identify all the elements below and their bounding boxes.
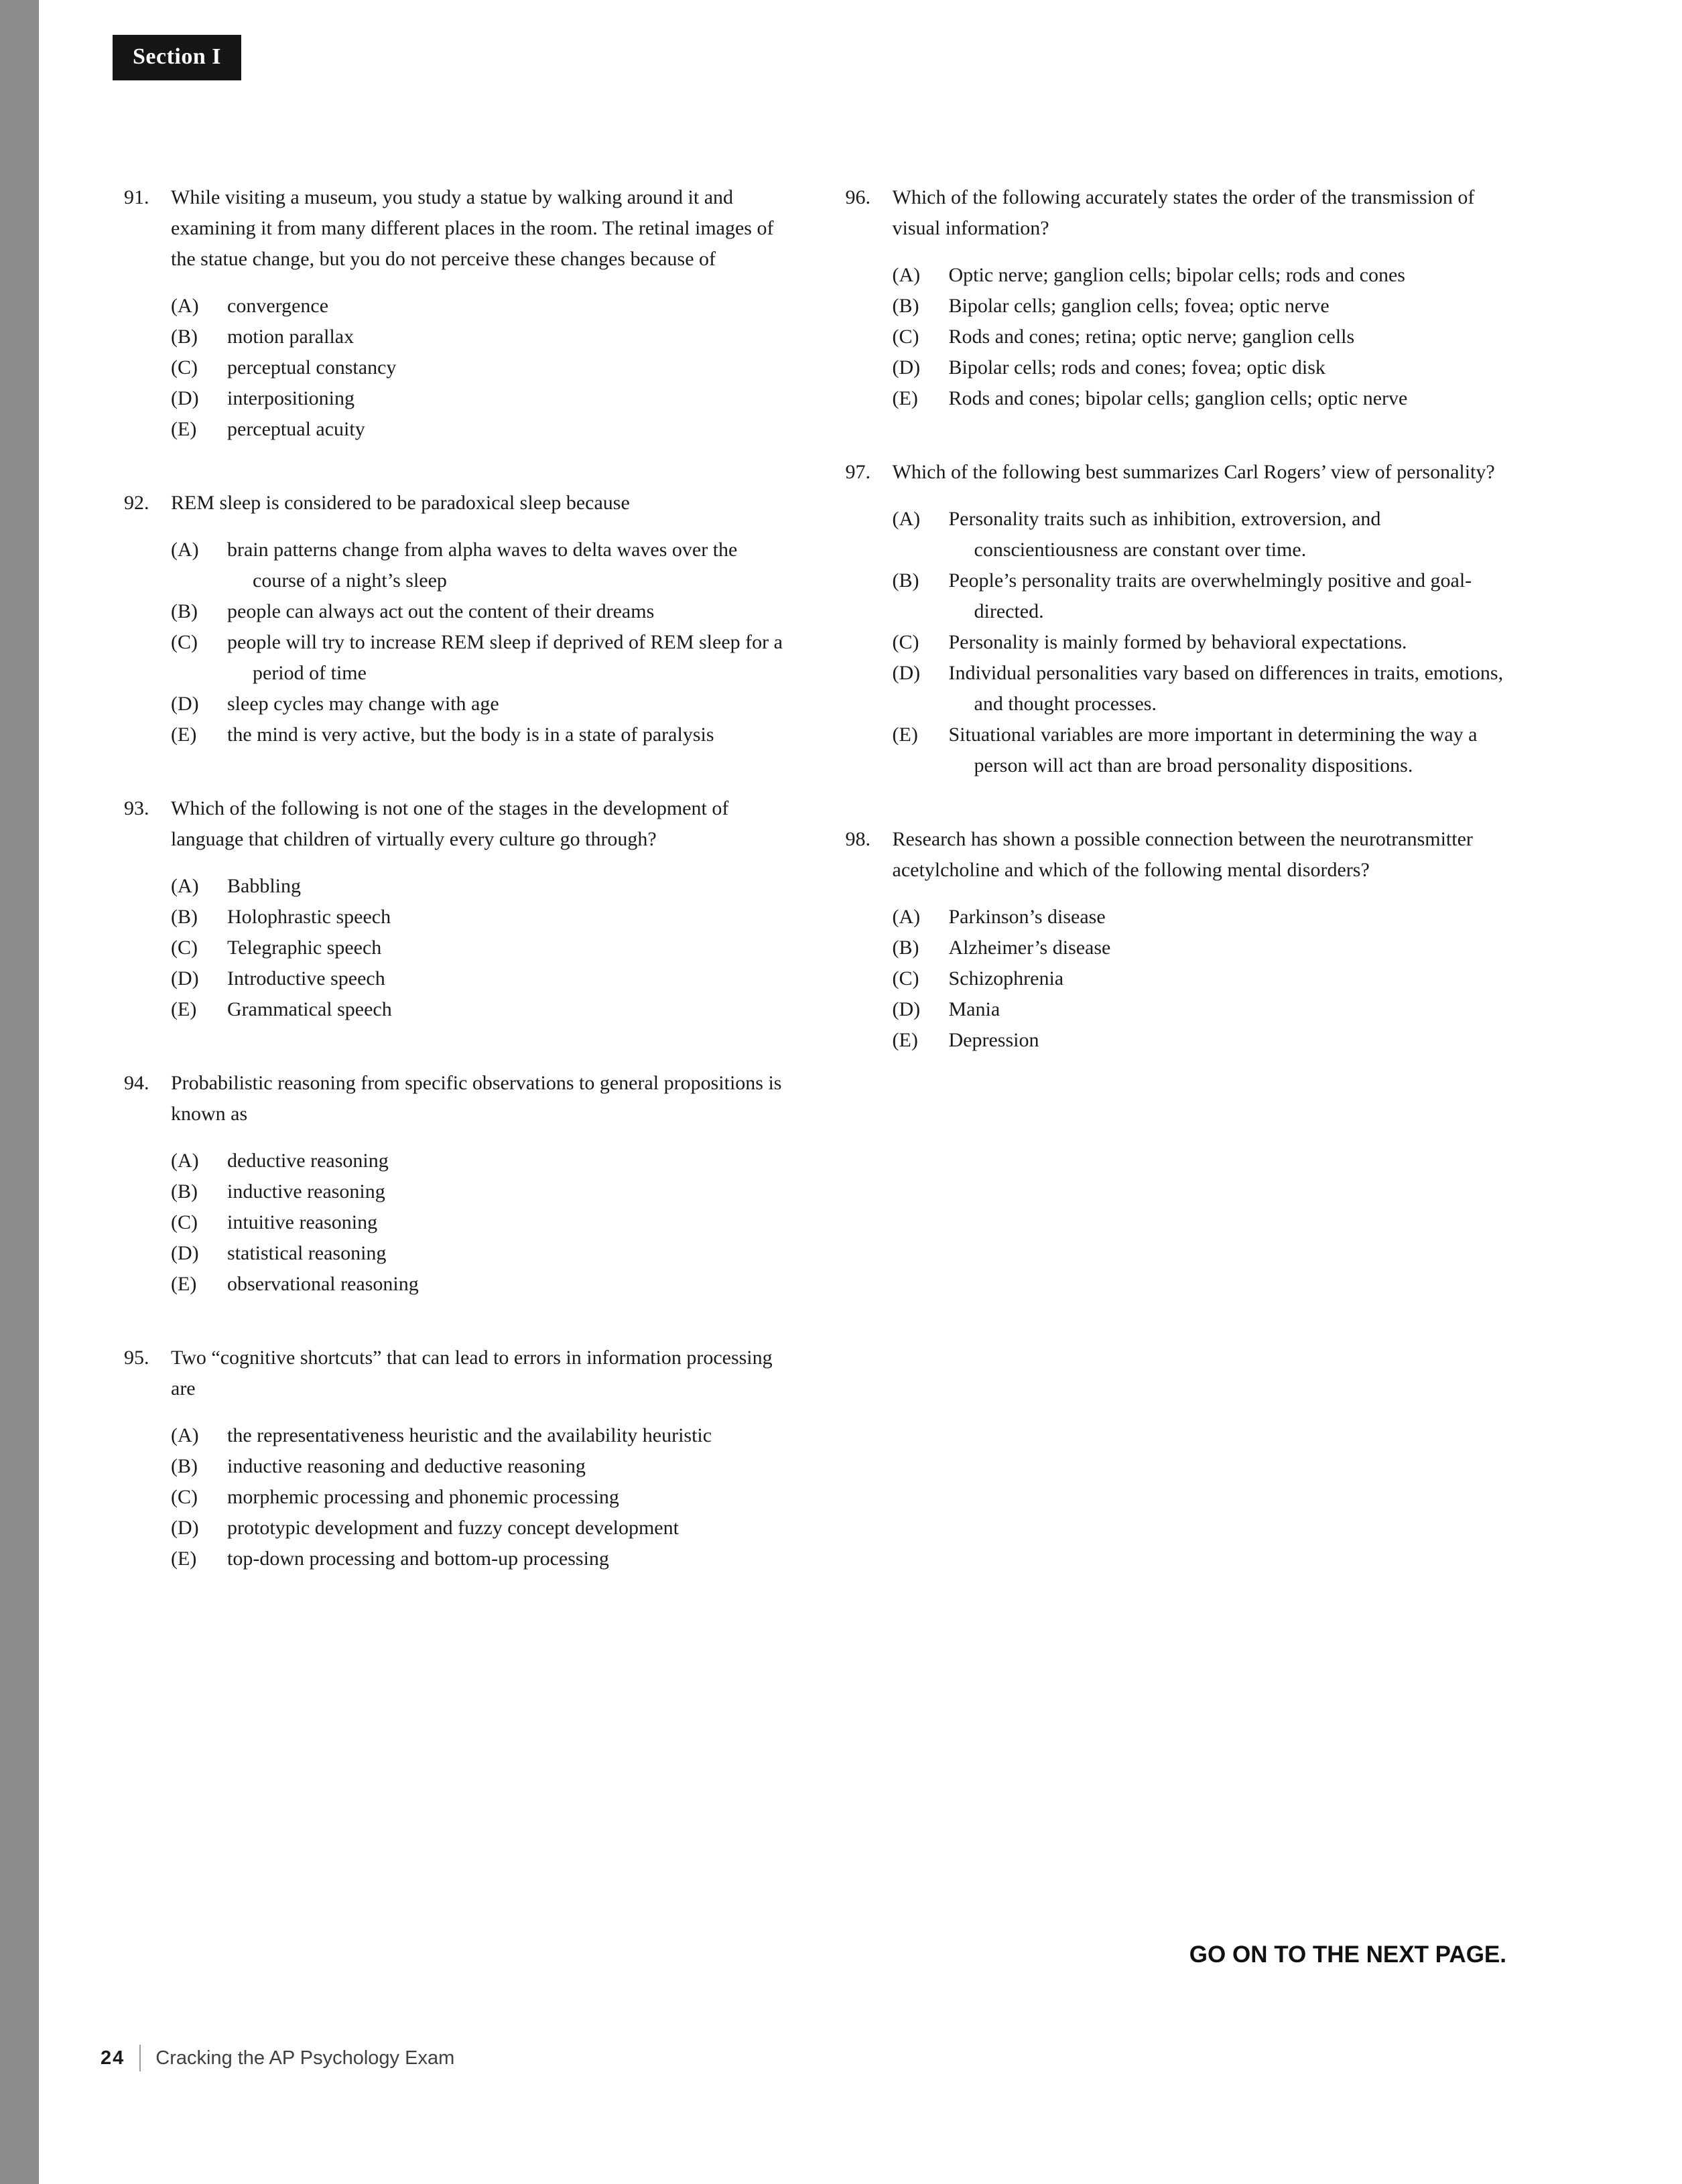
option-letter: (E) — [171, 1273, 197, 1295]
options — [171, 1420, 785, 1574]
questions-area — [124, 182, 1506, 1617]
option-text: motion parallax — [227, 326, 354, 348]
option — [171, 1207, 785, 1238]
option-letter: (A) — [171, 1150, 199, 1172]
option-text: convergence — [227, 295, 329, 317]
option — [171, 535, 785, 596]
option — [171, 627, 785, 689]
option-letter: (B) — [171, 600, 198, 622]
option-letter: (A) — [171, 295, 199, 317]
option — [893, 627, 1507, 658]
options — [171, 871, 785, 1025]
question-stem: Probabilistic reasoning from specific observations to general propositions is known as — [171, 1072, 782, 1125]
option — [171, 1269, 785, 1300]
option-text: Babbling — [227, 875, 301, 897]
option-text: Personality is mainly formed by behavioral expectations. — [948, 631, 1407, 653]
option — [893, 383, 1507, 414]
option — [171, 1146, 785, 1176]
option-text: People’s personality traits are overwhelmingly positive and goal-directed. — [948, 569, 1472, 622]
option-text: Telegraphic speech — [227, 937, 382, 959]
options — [893, 902, 1507, 1056]
option-letter: (B) — [892, 937, 919, 959]
option-text: interpositioning — [227, 387, 354, 409]
footer-divider — [139, 2045, 141, 2071]
option — [893, 565, 1507, 627]
option-text: deductive reasoning — [227, 1150, 389, 1172]
option-letter: (E) — [171, 418, 197, 440]
option-text: perceptual acuity — [227, 418, 365, 440]
question-number: 97. — [845, 461, 870, 483]
option-letter: (A) — [892, 906, 921, 928]
option-text: Parkinson’s disease — [948, 906, 1106, 928]
option — [893, 994, 1507, 1025]
option-text: Grammatical speech — [227, 998, 392, 1020]
option-text: perceptual constancy — [227, 356, 397, 379]
option-text: Mania — [948, 998, 1000, 1020]
option-text: brain patterns change from alpha waves to delta waves over the course of a night’s sleep — [227, 539, 738, 592]
option-letter: (C) — [892, 326, 919, 348]
option-text: Holophrastic speech — [227, 906, 391, 928]
option-text: Schizophrenia — [948, 967, 1064, 989]
question-number: 94. — [124, 1072, 149, 1094]
option — [171, 322, 785, 352]
option-letter: (C) — [892, 631, 919, 653]
option-letter: (E) — [171, 724, 197, 746]
question-stem: Which of the following best summarizes Carl Rogers’ view of personality? — [892, 461, 1495, 483]
option — [893, 352, 1507, 383]
option — [171, 1544, 785, 1574]
option — [171, 902, 785, 933]
option-letter: (D) — [171, 1517, 199, 1539]
question-body — [171, 793, 785, 1025]
question — [124, 1068, 785, 1300]
option-letter: (C) — [171, 356, 198, 379]
option — [893, 658, 1507, 720]
option — [171, 1420, 785, 1451]
question-stem: Which of the following is not one of the stages in the development of language that children of virtually every culture go through? — [171, 797, 729, 850]
question — [124, 488, 785, 750]
page-number: 24 — [101, 2047, 125, 2069]
option-text: inductive reasoning and deductive reasoning — [227, 1455, 586, 1477]
question-number: 96. — [845, 186, 870, 208]
option-letter: (B) — [171, 1455, 198, 1477]
question — [846, 457, 1507, 781]
option-text: Alzheimer’s disease — [948, 937, 1111, 959]
question-body — [171, 1068, 785, 1300]
option — [893, 322, 1507, 352]
option-text: morphemic processing and phonemic processing — [227, 1486, 619, 1508]
option-letter: (C) — [171, 1211, 198, 1233]
option — [171, 352, 785, 383]
option — [893, 720, 1507, 781]
option — [171, 1451, 785, 1482]
option — [171, 596, 785, 627]
question-stem: Two “cognitive shortcuts” that can lead to errors in information processing are — [171, 1347, 773, 1400]
option-text: inductive reasoning — [227, 1180, 385, 1203]
question-body — [171, 488, 785, 750]
option-letter: (B) — [892, 569, 919, 592]
question — [124, 793, 785, 1025]
option — [893, 504, 1507, 565]
option-text: statistical reasoning — [227, 1242, 387, 1264]
option — [893, 963, 1507, 994]
option-letter: (D) — [171, 693, 199, 715]
option-text: top-down processing and bottom-up processing — [227, 1548, 609, 1570]
question-stem: REM sleep is considered to be paradoxical sleep because — [171, 492, 630, 514]
option — [171, 1482, 785, 1513]
option — [171, 291, 785, 322]
option — [893, 902, 1507, 933]
option-letter: (A) — [892, 508, 921, 530]
question-stem: While visiting a museum, you study a statue by walking around it and examining it from many different places in the room. The retinal images of the statue change, but you do not perceive these changes because of — [171, 186, 774, 270]
column-right — [846, 182, 1507, 1617]
options — [171, 535, 785, 750]
option-text: the representativeness heuristic and the availability heuristic — [227, 1424, 712, 1446]
section-label: Section I — [113, 35, 241, 80]
options — [893, 260, 1507, 414]
option-letter: (D) — [171, 967, 199, 989]
option-letter: (C) — [171, 631, 198, 653]
question-body — [893, 457, 1507, 781]
option — [171, 963, 785, 994]
option-letter: (E) — [892, 1029, 918, 1051]
question-number: 91. — [124, 186, 149, 208]
option-text: Rods and cones; retina; optic nerve; ganglion cells — [948, 326, 1355, 348]
option — [171, 720, 785, 750]
option — [171, 1176, 785, 1207]
option — [893, 260, 1507, 291]
option-letter: (B) — [171, 1180, 198, 1203]
option-letter: (A) — [892, 264, 921, 286]
option-letter: (E) — [892, 724, 918, 746]
option — [171, 933, 785, 963]
option-text: Situational variables are more important in determining the way a person will act than are broad personality dispositions. — [948, 724, 1478, 776]
question-number: 93. — [124, 797, 149, 819]
option-letter: (C) — [171, 937, 198, 959]
go-on-instruction: GO ON TO THE NEXT PAGE. — [1189, 1941, 1506, 1968]
options — [893, 504, 1507, 781]
option — [171, 994, 785, 1025]
question — [124, 1343, 785, 1574]
option — [171, 1513, 785, 1544]
option-letter: (B) — [171, 906, 198, 928]
left-margin-strip — [0, 0, 39, 2184]
option-text: Introductive speech — [227, 967, 385, 989]
option-text: Individual personalities vary based on differences in traits, emotions, and thought processes. — [948, 662, 1504, 715]
option — [893, 291, 1507, 322]
option-letter: (D) — [171, 1242, 199, 1264]
option-text: people will try to increase REM sleep if deprived of REM sleep for a period of time — [227, 631, 783, 684]
question-body — [893, 182, 1507, 414]
option-letter: (A) — [171, 875, 199, 897]
option-letter: (C) — [892, 967, 919, 989]
question-body — [893, 824, 1507, 1056]
option — [171, 383, 785, 414]
question-number: 92. — [124, 492, 149, 514]
option-text: intuitive reasoning — [227, 1211, 378, 1233]
question-stem: Research has shown a possible connection between the neurotransmitter acetylcholine and which of the following mental disorders? — [892, 828, 1473, 881]
option-letter: (A) — [171, 539, 199, 561]
option-letter: (B) — [171, 326, 198, 348]
option-letter: (E) — [171, 1548, 197, 1570]
option-text: Personality traits such as inhibition, extroversion, and conscientiousness are constant over time. — [948, 508, 1381, 561]
option — [171, 1238, 785, 1269]
option-text: Depression — [948, 1029, 1039, 1051]
question-number: 95. — [124, 1347, 149, 1369]
option-letter: (E) — [892, 387, 918, 409]
option-text: prototypic development and fuzzy concept development — [227, 1517, 679, 1539]
option-text: observational reasoning — [227, 1273, 419, 1295]
option-text: Bipolar cells; rods and cones; fovea; optic disk — [948, 356, 1325, 379]
option — [171, 689, 785, 720]
options — [171, 1146, 785, 1300]
option-letter: (B) — [892, 295, 919, 317]
option-text: people can always act out the content of their dreams — [227, 600, 655, 622]
option-text: the mind is very active, but the body is in a state of paralysis — [227, 724, 714, 746]
question-body — [171, 182, 785, 445]
question-stem: Which of the following accurately states the order of the transmission of visual information? — [892, 186, 1475, 239]
option — [171, 414, 785, 445]
page-footer — [101, 2045, 454, 2071]
column-left — [124, 182, 785, 1617]
option — [893, 933, 1507, 963]
option — [171, 871, 785, 902]
book-title: Cracking the AP Psychology Exam — [155, 2047, 455, 2069]
question-number: 98. — [845, 828, 870, 850]
option-letter: (E) — [171, 998, 197, 1020]
option-text: sleep cycles may change with age — [227, 693, 499, 715]
option-letter: (D) — [892, 662, 921, 684]
question — [846, 182, 1507, 414]
option-text: Bipolar cells; ganglion cells; fovea; optic nerve — [948, 295, 1330, 317]
question — [846, 824, 1507, 1056]
option-letter: (A) — [171, 1424, 199, 1446]
option-letter: (D) — [171, 387, 199, 409]
option-letter: (D) — [892, 998, 921, 1020]
option-letter: (C) — [171, 1486, 198, 1508]
question-body — [171, 1343, 785, 1574]
options — [171, 291, 785, 445]
option-text: Rods and cones; bipolar cells; ganglion cells; optic nerve — [948, 387, 1408, 409]
option-text: Optic nerve; ganglion cells; bipolar cells; rods and cones — [948, 264, 1405, 286]
question — [124, 182, 785, 445]
option — [893, 1025, 1507, 1056]
option-letter: (D) — [892, 356, 921, 379]
